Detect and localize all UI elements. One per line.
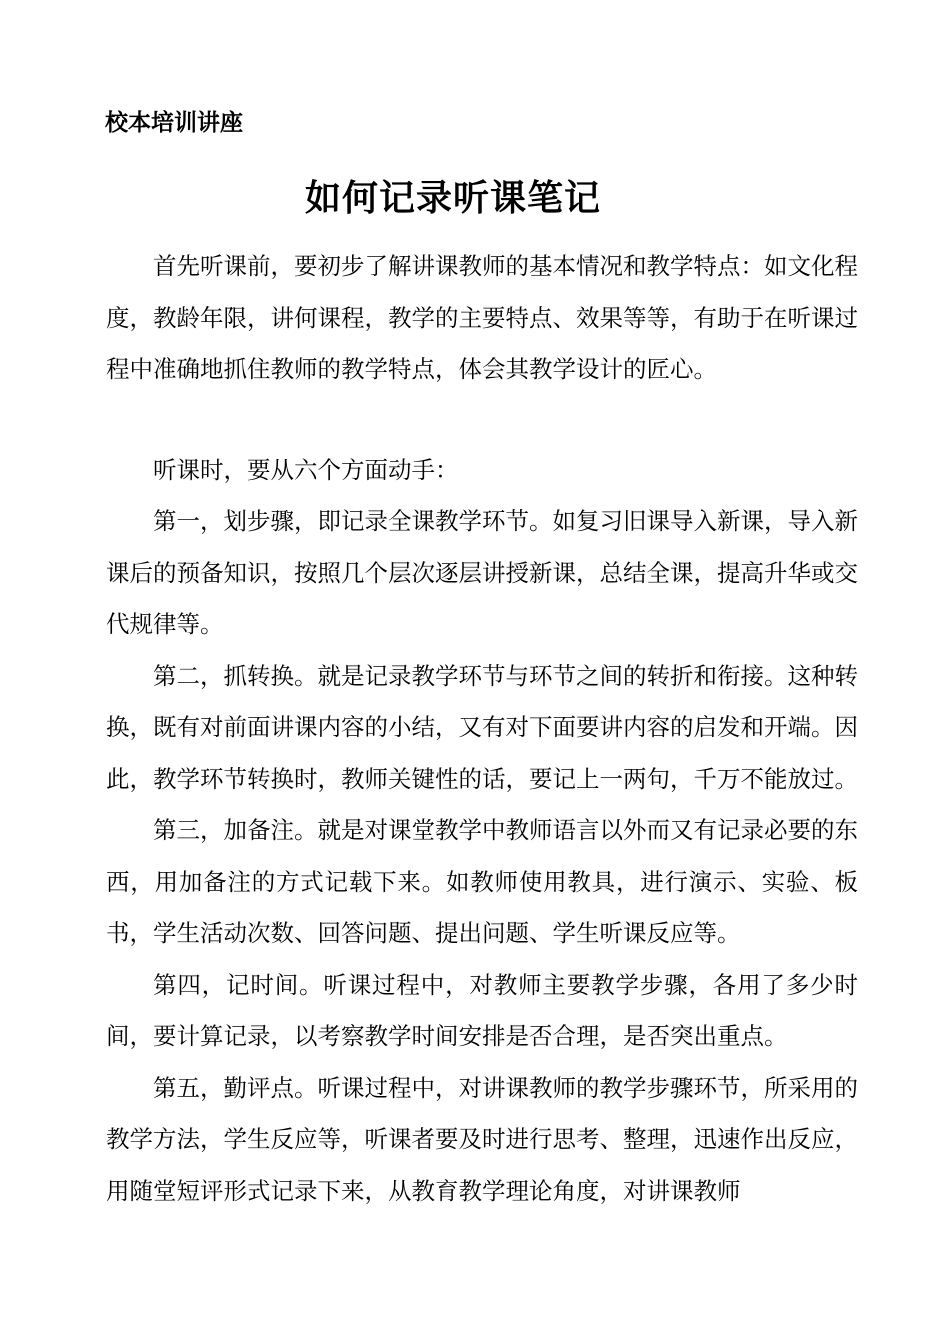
paragraph-first: 第一，划步骤，即记录全课教学环节。如复习旧课导入新课，导入新课后的预备知识，按照几个层次逐层讲授新课，总结全课，提高升华或交代规律等。 <box>106 507 858 638</box>
header-label: 校本培训讲座 <box>105 109 243 136</box>
document-title: 如何记录听课笔记 <box>304 177 601 219</box>
paragraph-fifth: 第五，勤评点。听课过程中，对讲课教师的教学步骤环节，所采用的教学方法，学生反应等，听课者要及时进行思考、整理，迅速作出反应，用随堂短评形式记录下来，从教育教学理论角度，对讲课教师 <box>106 1073 858 1205</box>
paragraph-fourth: 第四，记时间。听课过程中，对教师主要教学步骤，各用了多少时间，要计算记录，以考察教学时间安排是否合理，是否突出重点。 <box>106 970 858 1050</box>
paragraph-intro: 首先听课前，要初步了解讲课教师的基本情况和教学特点：如文化程度，教龄年限，讲何课程，教学的主要特点、效果等等，有助于在听课过程中准确地抓住教师的教学特点，体会其教学设计的匠心。 <box>106 252 858 383</box>
paragraph-six-aspects: 听课时，要从六个方面动手： <box>153 455 459 484</box>
paragraph-third: 第三，加备注。就是对课堂教学中教师语言以外而又有记录必要的东西，用加备注的方式记载下来。如教师使用教具，进行演示、实验、板书，学生活动次数、回答问题、提出问题、学生听课反应等。 <box>106 816 858 947</box>
document-body <box>106 241 858 1217</box>
paragraph-second: 第二，抓转换。就是记录教学环节与环节之间的转折和衔接。这种转换，既有对前面讲课内容的小结，又有对下面要讲内容的启发和开端。因此，教学环节转换时，教师关键性的话，要记上一两句，千万不能放过。 <box>106 661 858 793</box>
